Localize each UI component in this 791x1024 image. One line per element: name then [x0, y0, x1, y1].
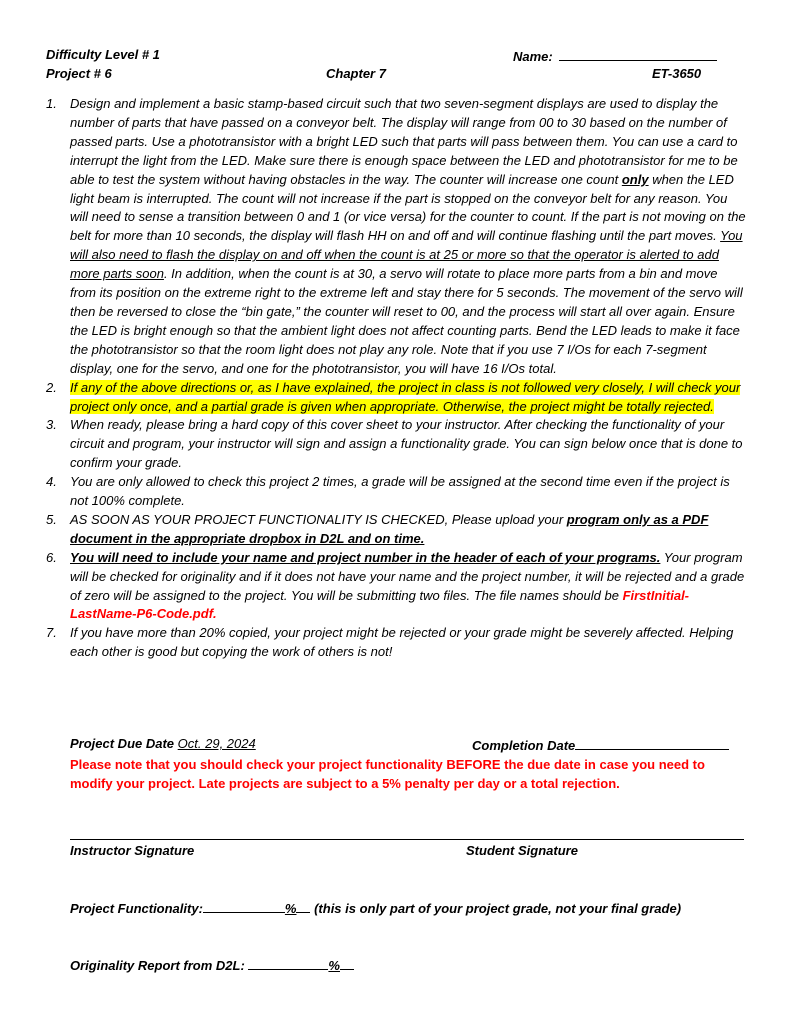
instruction-6: [46, 549, 746, 625]
originality-blank[interactable]: [248, 956, 328, 970]
item-number: 3.: [46, 417, 57, 433]
chapter-label: Chapter 7: [326, 66, 386, 81]
instruction-text: Design and implement a basic stamp-based circuit such that two seven-segment displays are used to display the number of parts that have passed on a conveyor belt. The display will range from 00 to 30 based on the number of passed parts. Use a phototransistor with a bright LED such that parts will pass between them. You can use a card to interrupt the light from the LED. Make sure there is enough space between the LED and phototransistor for me to be able to test the system without having obstacles in the way. The counter will increase one count: [70, 96, 738, 187]
name-field[interactable]: [513, 47, 717, 64]
instruction-2: [46, 379, 746, 417]
item-number: 5.: [46, 511, 57, 527]
instructor-signature-label: Instructor Signature: [70, 843, 195, 858]
due-date-value: Oct. 29, 2024: [177, 736, 256, 751]
percent-sign: %: [284, 901, 297, 916]
due-date: [70, 736, 256, 751]
instruction-1: [46, 95, 746, 379]
instruction-3: [46, 416, 746, 473]
signature-line[interactable]: [70, 839, 744, 840]
highlighted-text: If any of the above directions or, as I have explained, the project in class is not followed very closely, I will check your project only once, and a partial grade is given when appropriate. Otherwise, the project might be totally rejected.: [70, 379, 741, 414]
underlined-text: You will also need to flash the display on and off when the count is at 25 or more so that the operator is alerted to add more parts soon: [70, 228, 743, 282]
functionality-note: (this is only part of your project grade, not your final grade): [314, 901, 682, 916]
functionality-label: Project Functionality:: [70, 901, 203, 916]
instruction-5: [46, 511, 746, 549]
functionality-blank-tail: [296, 899, 310, 913]
completion-date-field[interactable]: [472, 736, 729, 753]
functionality-blank[interactable]: [203, 899, 285, 913]
percent-sign: %: [328, 958, 340, 973]
instruction-4: [46, 473, 746, 511]
instruction-text: . In addition, when the count is at 30, a servo will rotate to place more parts from a bin and move from its position on the extreme right to the extreme left and stay there for 5 seconds. The movement of the servo will then be reversed to close the “bin gate,” the counter will reset to 00, and the process will start all over again. Ensure the LED is bright enough so that the ambient light does not affect counting parts. Bend the LED leads to make it face the phototransistor so that the room light does not play any role. Note that if you use 7 I/Os for each 7-segment display, one for the servo, and one for the phototransistor, you will have 16 I/Os total.: [70, 266, 743, 376]
bold-underlined-text: program only as a PDF document in the appropriate dropbox in D2L and on time.: [70, 511, 709, 546]
file-name-format: FirstInitial-LastName-P6-Code.pdf.: [70, 587, 690, 622]
name-label: Name:: [513, 49, 553, 64]
instruction-list: [46, 95, 746, 662]
late-policy-warning: Please note that you should check your project functionality BEFORE the due date in case you need to modify your project. Late projects are subject to a 5% penalty per day or a total rejection.: [70, 757, 705, 791]
project-number: Project # 6: [46, 66, 112, 81]
instruction-7: [46, 624, 746, 662]
due-date-label: Project Due Date: [70, 736, 175, 751]
completion-date-blank[interactable]: [575, 736, 729, 750]
instruction-text: AS SOON AS YOUR PROJECT FUNCTIONALITY IS CHECKED, Please upload your: [70, 511, 567, 527]
course-code: ET-3650: [652, 66, 702, 81]
instruction-text: You are only allowed to check this project 2 times, a grade will be assigned at the second time even if the project is not 100% complete.: [70, 474, 730, 509]
item-number: 1.: [46, 96, 57, 111]
student-signature-label: Student Signature: [466, 843, 578, 858]
name-blank[interactable]: [559, 47, 717, 61]
instruction-text: If you have more than 20% copied, your project might be rejected or your grade might be severely affected. Helping each other is good but copying the work of others is not!: [70, 625, 734, 660]
item-number: 2.: [46, 379, 57, 395]
item-number: 7.: [46, 625, 57, 641]
completion-date-label: Completion Date: [472, 738, 576, 753]
instruction-text: Your program will be checked for originality and if it does not have your name and the project number, it will be rejected and a grade of zero will be assigned to the project. You will be submitting two files. The file names should be: [70, 549, 745, 603]
originality-grade[interactable]: [70, 956, 354, 973]
emphasis-only: only: [621, 171, 649, 187]
instruction-text: when the LED light beam is interrupted. The count will not increase if the part is stopped on the conveyor belt for any reason. You will need to sense a transition between 0 and 1 (or vice versa) for the counter to count. If the part is not moving on the belt for more than 10 seconds, the display will flash HH on and off and will continue flashing until the part moves.: [70, 171, 746, 244]
functionality-grade[interactable]: [70, 899, 681, 916]
instruction-text: When ready, please bring a hard copy of this cover sheet to your instructor. After checking the functionality of your circuit and program, your instructor will sign and assign a functionality grade. You can sign below once that is done to confirm your grade.: [70, 417, 743, 471]
originality-label: Originality Report from D2L:: [70, 958, 245, 973]
bold-underlined-text: You will need to include your name and project number in the header of each of your programs.: [70, 549, 661, 565]
originality-blank-tail: [340, 956, 354, 970]
item-number: 4.: [46, 474, 57, 490]
difficulty-level: Difficulty Level # 1: [46, 47, 160, 62]
item-number: 6.: [46, 549, 57, 565]
